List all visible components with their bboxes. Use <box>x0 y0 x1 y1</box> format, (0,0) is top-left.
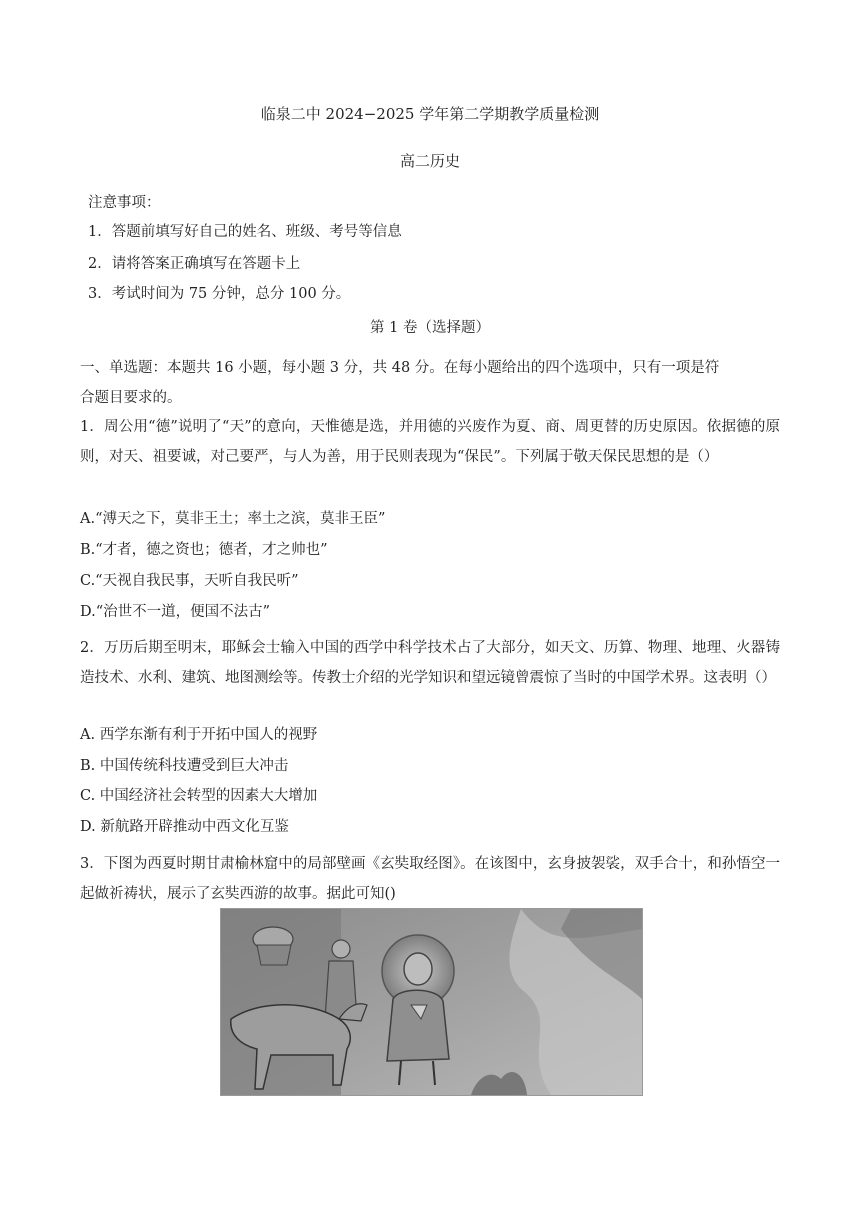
question-2-option-c: C. 中国经济社会转型的因素大大增加 <box>80 788 318 804</box>
notice-item: 2．请将答案正确填写在答题卡上 <box>88 256 301 272</box>
question-2-option-b: B. 中国传统科技遭受到巨大冲击 <box>80 758 289 774</box>
notice-item: 1．答题前填写好自己的姓名、班级、考号等信息 <box>88 224 402 240</box>
section-instruction: 一、单选题：本题共 16 小题，每小题 3 分，共 48 分。在每小题给出的四个选项中，只有一项是符 <box>80 360 720 376</box>
exam-subject: 高二历史 <box>399 152 460 170</box>
question-1-stem: 1．周公用“德”说明了“天”的意向，天惟德是选，并用德的兴废作为夏、商、周更替的历史原因。依据德的原则，对天、祖要诚，对己要严，与人为善，用于民则表现为“保民”。下列属于敬天保民思想的是（） <box>80 419 780 465</box>
section-title: 第 1 卷（选择题） <box>370 320 490 336</box>
mural-image <box>220 908 643 1096</box>
question-1-option-c: C.“天视自我民事，天听自我民听” <box>80 573 299 589</box>
notice-heading: 注意事项： <box>88 195 161 211</box>
question-1-option-b: B.“才者，德之资也；德者，才之帅也” <box>80 542 328 558</box>
exam-title: 临泉二中 2024−2025 学年第二学期教学质量检测 <box>260 105 600 123</box>
notice-item: 3．考试时间为 75 分钟，总分 100 分。 <box>88 286 351 302</box>
question-1-option-a: A.“溥天之下，莫非王土；率土之滨，莫非王臣” <box>80 511 386 527</box>
question-2-option-a: A. 西学东渐有利于开拓中国人的视野 <box>80 727 318 743</box>
question-3-stem: 3．下图为西夏时期甘肃榆林窟中的局部壁画《玄奘取经图》。在该图中，玄身披袈裟，双手合十，和孙悟空一起做祈祷状，展示了玄奘西游的故事。据此可知() <box>80 856 780 902</box>
question-1-option-d: D.“治世不一道，便国不法古” <box>80 604 271 620</box>
question-2-option-d: D. 新航路开辟推动中西文化互鉴 <box>80 819 289 835</box>
section-instruction-cont: 合题目要求的。 <box>80 390 182 406</box>
question-2-stem: 2．万历后期至明末，耶稣会士输入中国的西学中科学技术占了大部分，如天文、历算、物理、地理、火器铸造技术、水利、建筑、地图测绘等。传教士介绍的光学知识和望远镜曾震惊了当时的中国学术界。这表明（） <box>80 640 780 686</box>
